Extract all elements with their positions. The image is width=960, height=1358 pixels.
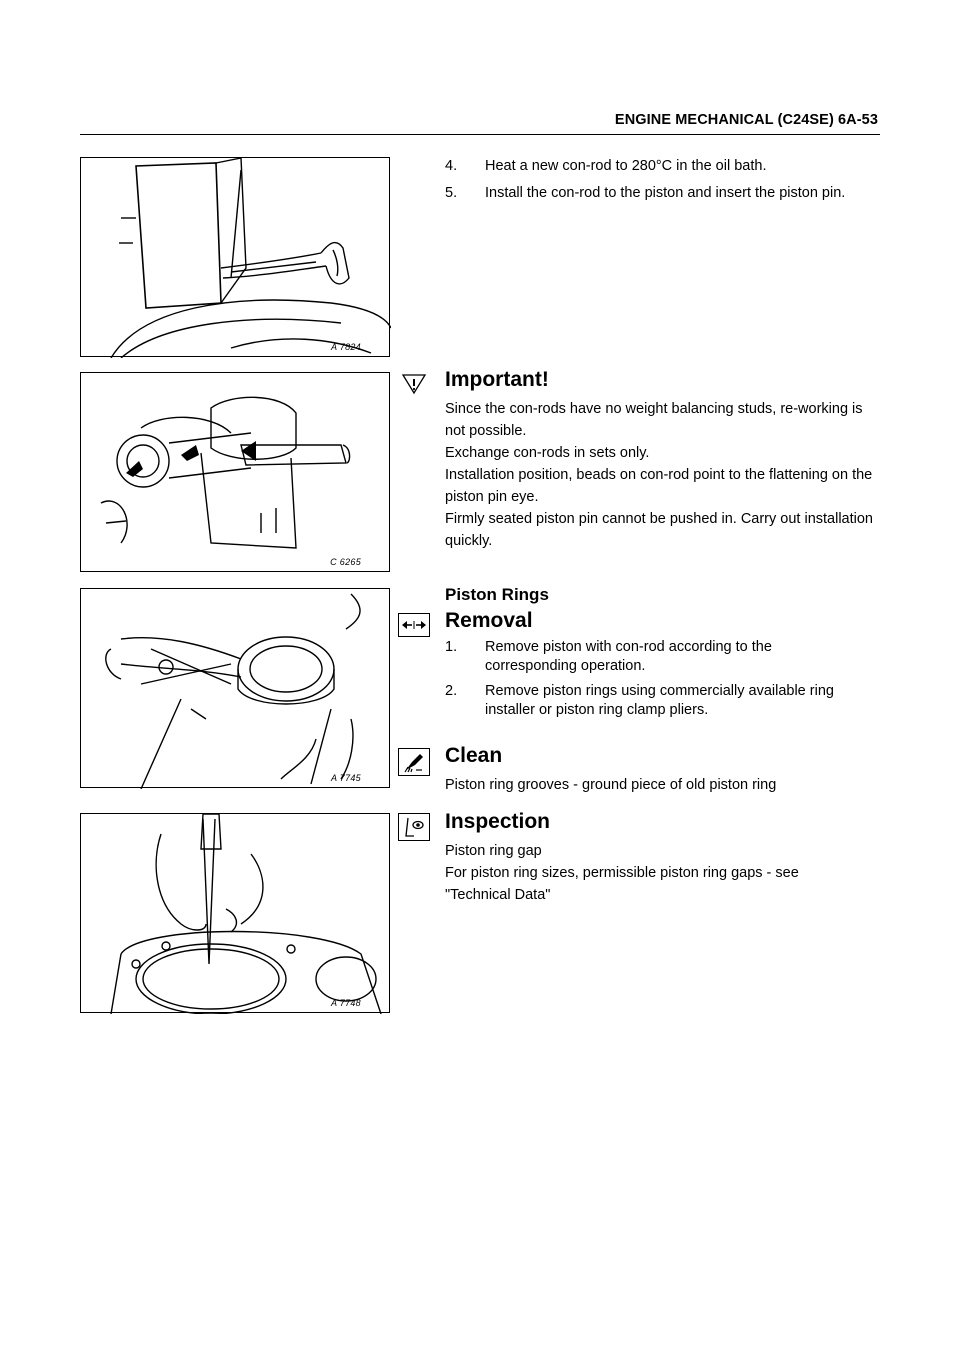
- important-line: Firmly seated piston pin cannot be pushed in. Carry out installation quickly.: [445, 511, 873, 549]
- figure-ring-pliers: [80, 588, 390, 788]
- removal-section: [445, 607, 885, 720]
- figure-ring-gap-gauge: [80, 813, 390, 1013]
- step-item: 2. Remove piston rings using commercially available ring installer or piston ring clamp pliers.: [445, 683, 834, 718]
- inspection-section: [445, 808, 885, 906]
- page-header: [80, 112, 880, 135]
- important-line: Exchange con-rods in sets only.: [445, 445, 650, 461]
- piston-pin-illustration: [81, 373, 391, 573]
- conrod-heating-illustration: [81, 158, 391, 358]
- piston-rings-section: [445, 583, 885, 607]
- figure-piston-pin-insertion: [80, 372, 390, 572]
- warning-triangle-icon: [398, 372, 430, 396]
- step-item: 5. Install the con-rod to the piston and insert the piston pin.: [445, 185, 846, 201]
- clean-section: [445, 742, 885, 796]
- page-title: ENGINE MECHANICAL (C24SE) 6A-53: [614, 112, 878, 128]
- disassemble-arrows-icon: [398, 613, 430, 637]
- inspection-line: For piston ring sizes, permissible piston ring gaps - see "Technical Data": [445, 865, 799, 903]
- piston-rings-title: Piston Rings: [445, 585, 549, 604]
- clean-text: Piston ring grooves - ground piece of old piston ring: [445, 777, 777, 793]
- inspection-heading: Inspection: [445, 810, 551, 833]
- magnifier-inspect-icon: [398, 813, 430, 841]
- figure-conrod-heating: [80, 157, 390, 357]
- ring-pliers-illustration: [81, 589, 391, 789]
- figure-code: A 7748: [331, 998, 361, 1008]
- step-item: 1. Remove piston with con-rod according to the corresponding operation.: [445, 639, 772, 674]
- cleaning-brush-icon: [398, 748, 430, 776]
- important-notice: [445, 366, 885, 552]
- step-item: 4. Heat a new con-rod to 280°C in the oil bath.: [445, 158, 767, 174]
- ring-gap-illustration: [81, 814, 391, 1014]
- inspection-line: Piston ring gap: [445, 843, 542, 859]
- figure-code: A 7745: [331, 773, 361, 783]
- figure-code: A 7824: [331, 342, 361, 352]
- important-line: Since the con-rods have no weight balancing studs, re-working is not possible.: [445, 401, 863, 439]
- removal-heading: Removal: [445, 609, 533, 632]
- figure-code: C 6265: [330, 557, 361, 567]
- clean-heading: Clean: [445, 744, 503, 767]
- important-line: Installation position, beads on con-rod point to the flattening on the piston pin eye.: [445, 467, 873, 505]
- important-heading: Important!: [445, 368, 549, 391]
- conrod-install-steps: [445, 155, 885, 204]
